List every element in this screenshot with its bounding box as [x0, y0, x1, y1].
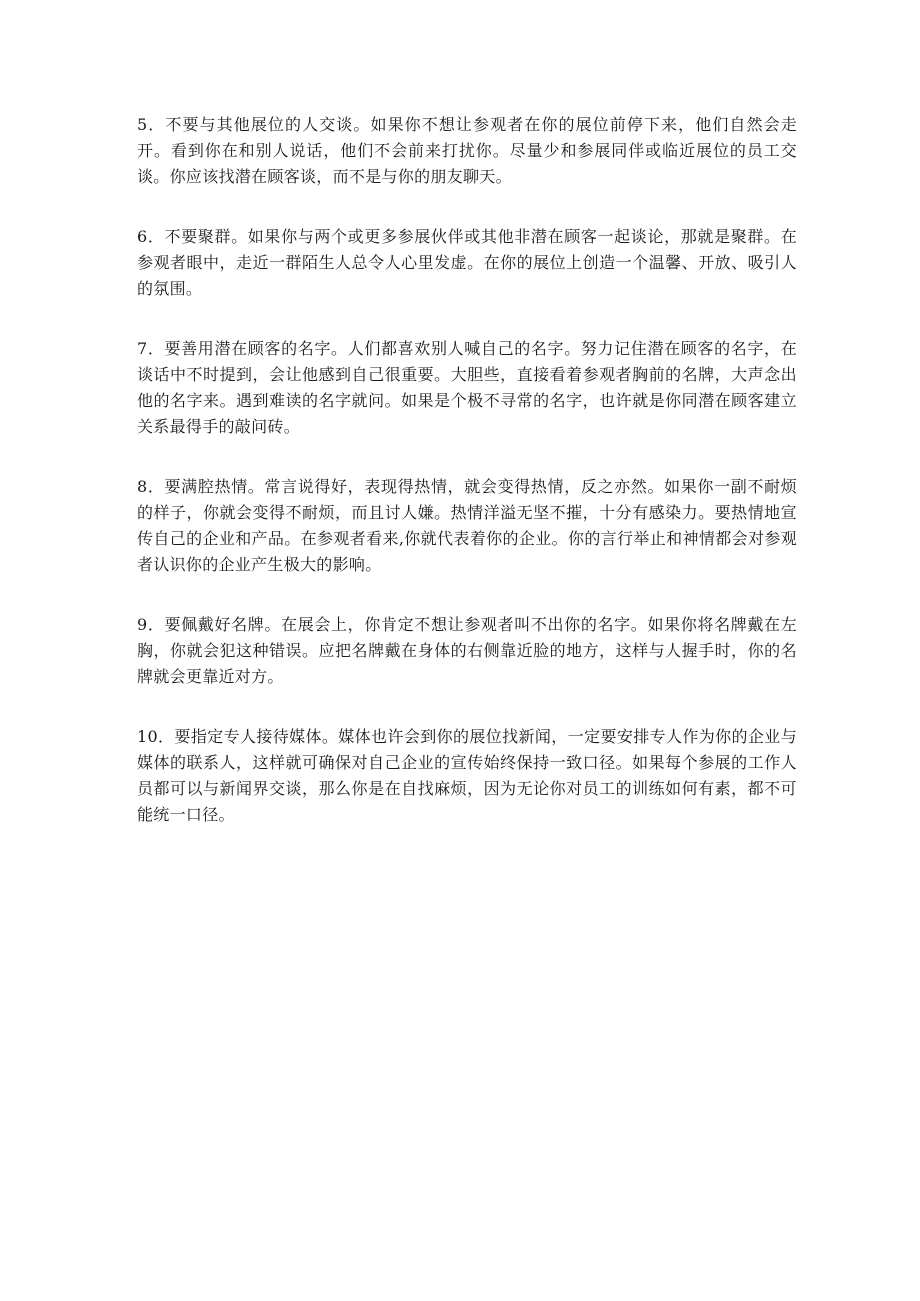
- paragraph-item-6: 6．不要聚群。如果你与两个或更多参展伙伴或其他非潜在顾客一起谈论，那就是聚群。在参观者眼中，走近一群陌生人总令人心里发虚。在你的展位上创造一个温馨、开放、吸引人的氛围。: [137, 227, 797, 298]
- paragraph-item-10: 10．要指定专人接待媒体。媒体也许会到你的展位找新闻，一定要安排专人作为你的企业与媒体的联系人，这样就可确保对自己企业的宣传始终保持一致口径。如果每个参展的工作人员都可以与新闻界交谈，那么你是在自找麻烦，因为无论你对员工的训练如何有素，都不可能统一口径。: [137, 727, 797, 824]
- paragraph-item-5: 5．不要与其他展位的人交谈。如果你不想让参观者在你的展位前停下来，他们自然会走开。看到你在和别人说话，他们不会前来打扰你。尽量少和参展同伴或临近展位的员工交谈。你应该找潜在顾客谈，而不是与你的朋友聊天。: [137, 115, 797, 186]
- document-body: [137, 112, 797, 862]
- paragraph-item-7: 7．要善用潜在顾客的名字。人们都喜欢别人喊自己的名字。努力记住潜在顾客的名字，在谈话中不时提到，会让他感到自己很重要。大胆些，直接看着参观者胸前的名牌，大声念出他的名字来。遇到难读的名字就问。如果是个极不寻常的名字，也许就是你同潜在顾客建立关系最得手的敲问砖。: [137, 339, 797, 436]
- paragraph-item-9: 9．要佩戴好名牌。在展会上，你肯定不想让参观者叫不出你的名字。如果你将名牌戴在左胸，你就会犯这种错误。应把名牌戴在身体的右侧靠近脸的地方，这样与人握手时，你的名牌就会更靠近对方。: [137, 615, 797, 686]
- paragraph-item-8: 8．要满腔热情。常言说得好，表现得热情，就会变得热情，反之亦然。如果你一副不耐烦的样子，你就会变得不耐烦，而且讨人嫌。热情洋溢无坚不摧，十分有感染力。要热情地宣传自己的企业和产品。在参观者看来,你就代表着你的企业。你的言行举止和神情都会对参观者认识你的企业产生极大的影响。: [137, 477, 797, 574]
